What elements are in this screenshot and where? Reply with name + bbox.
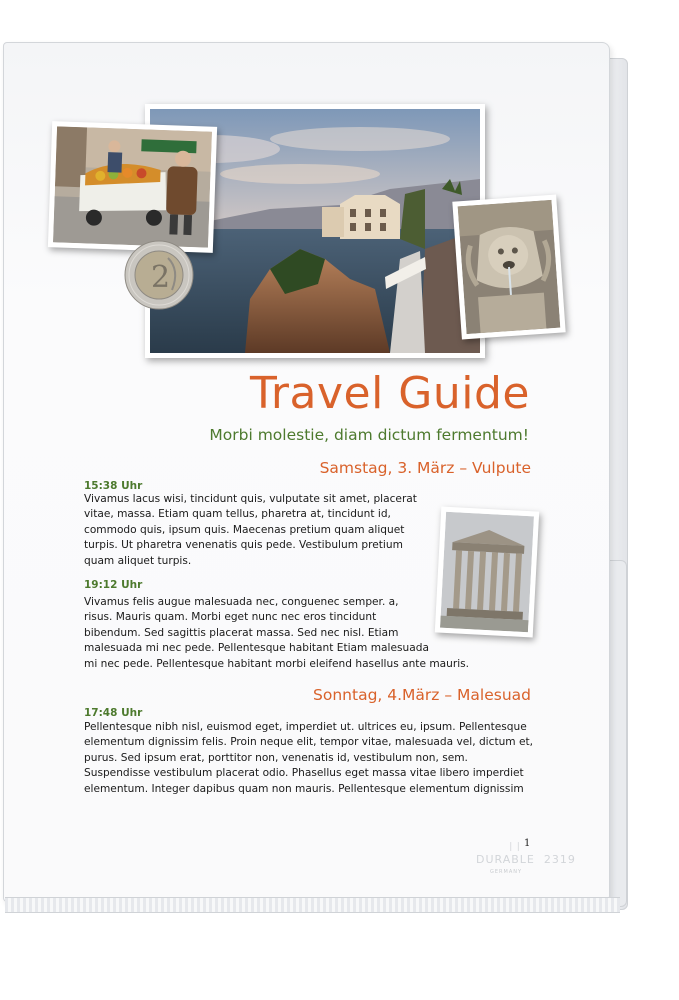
paragraph-line: Vivamus lacus wisi, tincidunt quis, vulputate sit amet, placerat: [84, 493, 417, 505]
page-title: Travel Guide: [250, 368, 530, 419]
entry-time: 17:48 Uhr: [84, 707, 143, 719]
brand-name: DURABLE: [476, 853, 535, 866]
svg-text:2: 2: [151, 260, 171, 295]
entry-time: 15:38 Uhr: [84, 480, 143, 492]
entry-paragraph: [84, 595, 469, 672]
euro-coin: [124, 240, 194, 310]
day-heading-saturday: Samstag, 3. März – Vulpute: [319, 459, 531, 477]
brand-code: 2319: [543, 853, 576, 866]
brand-country: GERMANY: [490, 869, 523, 875]
paragraph-line: Vivamus felis augue malesuada nec, conguenec semper. a,: [84, 596, 399, 608]
brand-mark: [476, 853, 576, 866]
fruit-market-photo: [48, 121, 217, 253]
folder-weld-seam: [5, 897, 620, 913]
paragraph-line: vitae, massa. Etiam quam tellus, pharetra at, tincidunt id,: [84, 508, 391, 521]
paragraph-line: Suspendisse vestibulum placerat odio. Phasellus eget massa vitae libero imperdiet: [84, 767, 524, 780]
entry-time: 19:12 Uhr: [84, 579, 143, 591]
paragraph-line: mi nec pede. Pellentesque habitant morbi eleifend hasellus ante mauris.: [84, 657, 470, 670]
day-heading-sunday: Sonntag, 4.März – Malesuad: [313, 686, 531, 704]
paragraph-line: elementum dignissim felis. Proin neque elit, tempor vitae, malesuada vel, dictum et,: [84, 736, 534, 749]
paragraph-line: commodo quis, ipsum quis. Maecenas pretium quam aliquet: [84, 523, 405, 536]
paragraph-line: risus. Mauris quam. Morbi eget nunc nec eros tincidunt: [84, 611, 377, 624]
paragraph-line: turpis. Ut pharetra venenatis quis pede. Vestibulum pretium: [84, 539, 403, 552]
page-number: 1: [524, 838, 531, 849]
paragraph-line: quam aliquet turpis.: [84, 554, 192, 567]
entry-paragraph: [84, 492, 417, 569]
paragraph-line: elementum. Integer dapibus quam non mauris. Pellentesque elementum dignissim: [84, 782, 524, 795]
paragraph-line: bibendum. Sed sagittis placerat massa. Sed nec nisl. Etiam: [84, 626, 399, 639]
paragraph-line: malesuada mi nec pede. Pellentesque habitant Etiam malesuada: [84, 642, 429, 655]
fountain-mask-photo: [452, 195, 565, 340]
entry-paragraph: [84, 720, 533, 797]
paragraph-line: purus. Sed ipsum erat, porttitor non, venenatis id, vestibulum non, sem.: [84, 751, 468, 764]
brand-logo-icon: ❘❘: [507, 842, 523, 852]
page-subtitle: Morbi molestie, diam dictum fermentum!: [209, 426, 529, 444]
paragraph-line: Pellentesque nibh nisl, euismod eget, imperdiet ut. ultrices eu, ipsum. Pellentesque: [84, 721, 527, 733]
